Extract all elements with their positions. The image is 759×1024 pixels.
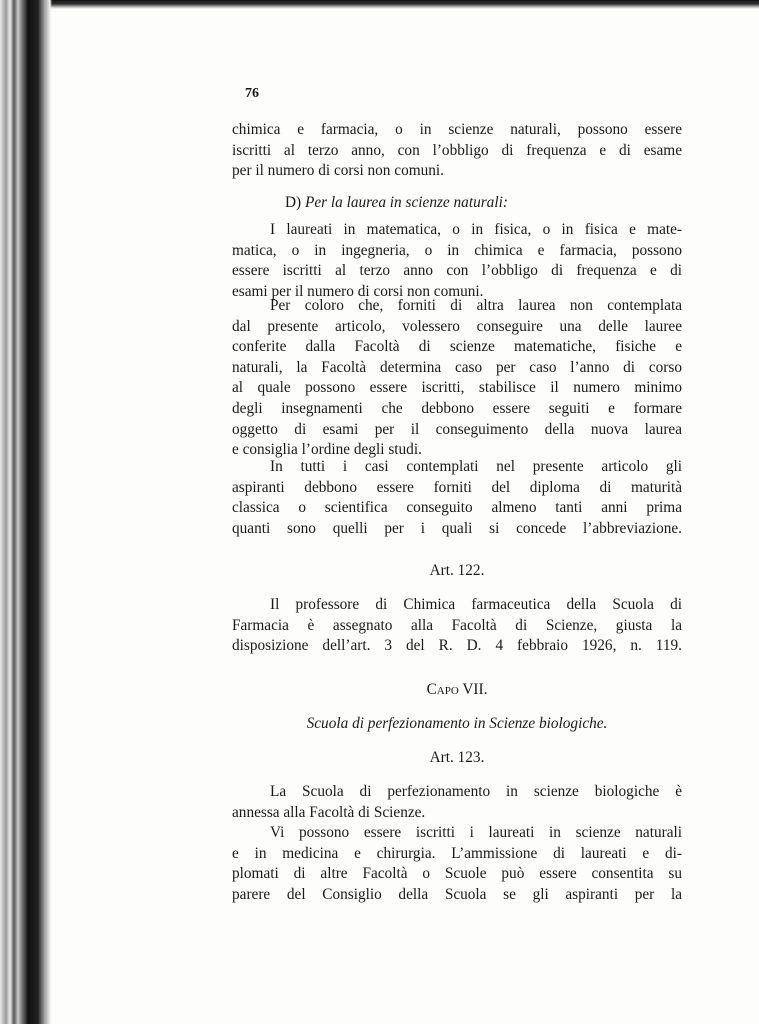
scan-top-edge [0, 0, 759, 9]
paragraph-1 [232, 120, 682, 182]
text-line: esami per il numero di corsi non comuni. [232, 282, 484, 300]
paragraph-2 [232, 220, 682, 302]
chapter-number: Capo VII. [426, 681, 488, 698]
text-line: oggetto di esami per il conseguimento della nuova laurea [232, 420, 682, 438]
article-number: Art. 122. [429, 562, 485, 579]
article-123-heading [232, 748, 682, 769]
text-line: Il professore di Chimica farmaceutica della Scuola di [270, 596, 682, 613]
paragraph-6 [232, 782, 682, 823]
section-title: Per la laurea in scienze naturali: [304, 194, 508, 211]
text-line: annessa alla Facoltà di Scienze. [232, 803, 426, 821]
text-line: quanti sono quelli per i quali si concede l’abbreviazione. [232, 519, 682, 537]
text-line: parere del Consiglio della Scuola se gli aspiranti per la [232, 885, 682, 903]
text-line: disposizione dell’art. 3 del R. D. 4 febbraio 1926, n. 119. [232, 637, 682, 655]
paragraph-7 [232, 823, 682, 905]
text-line: matica, o in ingegneria, o in chimica e farmacia, possono [232, 241, 682, 259]
article-122-heading [232, 561, 682, 582]
scan-binding-edge [0, 0, 52, 1024]
text-line: Per coloro che, forniti di altra laurea non contemplata [270, 297, 682, 314]
paragraph-5 [232, 595, 682, 657]
text-line: classica o scientifica conseguito almeno tanti anni prima [232, 499, 682, 517]
text-line: iscritti al terzo anno, con l’obbligo di frequenza e di esame [232, 141, 682, 159]
text-line: I laureati in matematica, o in fisica, o in fisica e mate- [270, 221, 682, 238]
text-line: naturali, la Facoltà determina caso per caso l’anno di corso [232, 358, 682, 376]
text-line: dal presente articolo, volessero conseguire una delle lauree [232, 317, 682, 335]
text-line: e consiglia l’ordine degli studi. [232, 441, 422, 459]
page-number: 76 [245, 86, 259, 101]
text-line: per il numero di corsi non comuni. [232, 162, 444, 180]
text-line: aspiranti debbono essere forniti del diploma di maturità [232, 478, 682, 496]
text-line: Vi possono essere iscritti i laureati in scienze naturali [270, 824, 682, 841]
text-line: al quale possono essere iscritti, stabilisce il numero minimo [232, 379, 682, 397]
chapter-title [232, 714, 682, 735]
paragraph-3 [232, 296, 682, 461]
text-line: essere iscritti al terzo anno con l’obbligo di frequenza e di [232, 262, 682, 280]
text-line: plomati di altre Facoltà o Scuole può essere consentita su [232, 865, 682, 883]
text-line: In tutti i casi contemplati nel presente articolo gli [270, 458, 682, 475]
text-line: degli insegnamenti che debbono essere seguiti e formare [232, 399, 682, 417]
section-letter: D) [285, 194, 302, 211]
text-line: La Scuola di perfezionamento in scienze biologiche è [270, 783, 682, 800]
chapter-heading [232, 680, 682, 701]
text-line: e in medicina e chirurgia. L’ammissione di laureati e di- [232, 844, 682, 862]
paragraph-4 [232, 457, 682, 539]
chapter-title-text: Scuola di perfezionamento in Scienze biologiche. [306, 715, 608, 732]
article-number: Art. 123. [429, 749, 485, 766]
section-heading-d [285, 193, 685, 214]
text-line: chimica e farmacia, o in scienze naturali, possono essere [232, 121, 682, 138]
text-line: Farmacia è assegnato alla Facoltà di Scienze, giusta la [232, 616, 682, 634]
text-line: conferite dalla Facoltà di scienze matematiche, fisiche e [232, 338, 682, 356]
